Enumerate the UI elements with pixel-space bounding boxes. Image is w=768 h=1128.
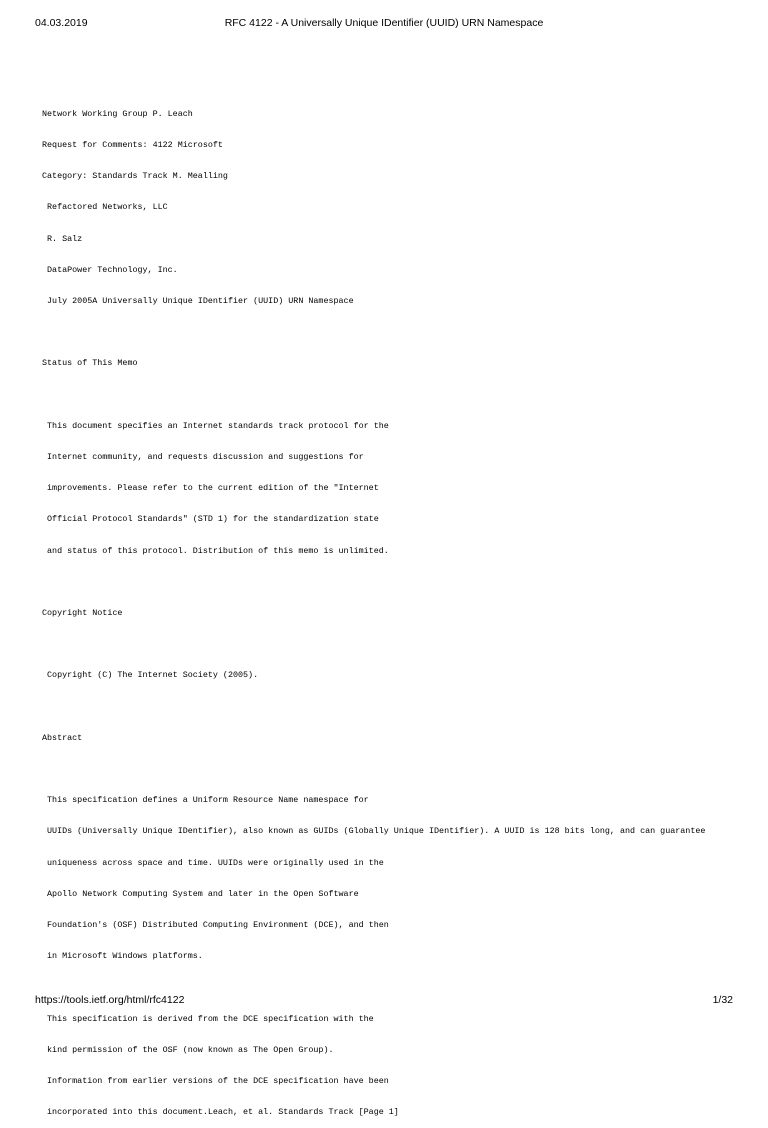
doc-line: This document specifies an Internet standards track protocol for the <box>42 420 389 431</box>
blank-line <box>42 639 742 649</box>
doc-line: Internet community, and requests discussion and suggestions for <box>42 452 364 463</box>
section-heading-status: Status of This Memo <box>42 358 138 369</box>
doc-line: kind permission of the OSF (now known as The Open Group). <box>42 1044 334 1055</box>
blank-line <box>42 577 742 587</box>
doc-line: R. Salz <box>42 233 83 244</box>
doc-line: UUIDs (Universally Unique IDentifier), also known as GUIDs (Globally Unique IDentifier). A UUID is 128 bits long, and can guarantee <box>42 826 706 837</box>
blank-line <box>42 764 742 774</box>
print-title: RFC 4122 - A Universally Unique IDentifier (UUID) URN Namespace <box>224 17 544 29</box>
doc-line: DataPower Technology, Inc. <box>42 264 178 275</box>
blank-line <box>42 390 742 400</box>
doc-line: Apollo Network Computing System and later in the Open Software <box>42 888 359 899</box>
print-footer <box>0 992 768 1008</box>
print-header <box>0 15 768 31</box>
doc-line: improvements. Please refer to the current edition of the "Internet <box>42 483 379 494</box>
doc-line: Official Protocol Standards" (STD 1) for the standardization state <box>42 514 379 525</box>
doc-line: Copyright (C) The Internet Society (2005). <box>42 670 259 681</box>
doc-line: This specification defines a Uniform Resource Name namespace for <box>42 795 369 806</box>
section-heading-copyright: Copyright Notice <box>42 608 123 619</box>
blank-line <box>42 327 742 337</box>
doc-line: Refactored Networks, LLC <box>42 202 168 213</box>
doc-line: Network Working Group P. Leach <box>42 108 193 119</box>
doc-line: This specification is derived from the DCE specification with the <box>42 1013 374 1024</box>
doc-line: uniqueness across space and time. UUIDs were originally used in the <box>42 857 384 868</box>
doc-line: Foundation's (OSF) Distributed Computing Environment (DCE), and then <box>42 920 389 931</box>
doc-line: in Microsoft Windows platforms. <box>42 951 203 962</box>
print-date: 04.03.2019 <box>35 17 88 29</box>
doc-line: Information from earlier versions of the DCE specification have been <box>42 1076 389 1087</box>
doc-line: July 2005A Universally Unique IDentifier (UUID) URN Namespace <box>42 296 354 307</box>
doc-line: incorporated into this document.Leach, et al. Standards Track [Page 1] <box>42 1107 399 1118</box>
section-heading-abstract: Abstract <box>42 732 83 743</box>
page-number: 1/32 <box>712 994 733 1006</box>
source-url: https://tools.ietf.org/html/rfc4122 <box>35 994 185 1006</box>
document-body <box>42 88 742 1128</box>
doc-line: and status of this protocol. Distribution of this memo is unlimited. <box>42 545 389 556</box>
blank-line <box>42 702 742 712</box>
doc-line: Request for Comments: 4122 Microsoft <box>42 140 223 151</box>
doc-line: Category: Standards Track M. Mealling <box>42 171 228 182</box>
